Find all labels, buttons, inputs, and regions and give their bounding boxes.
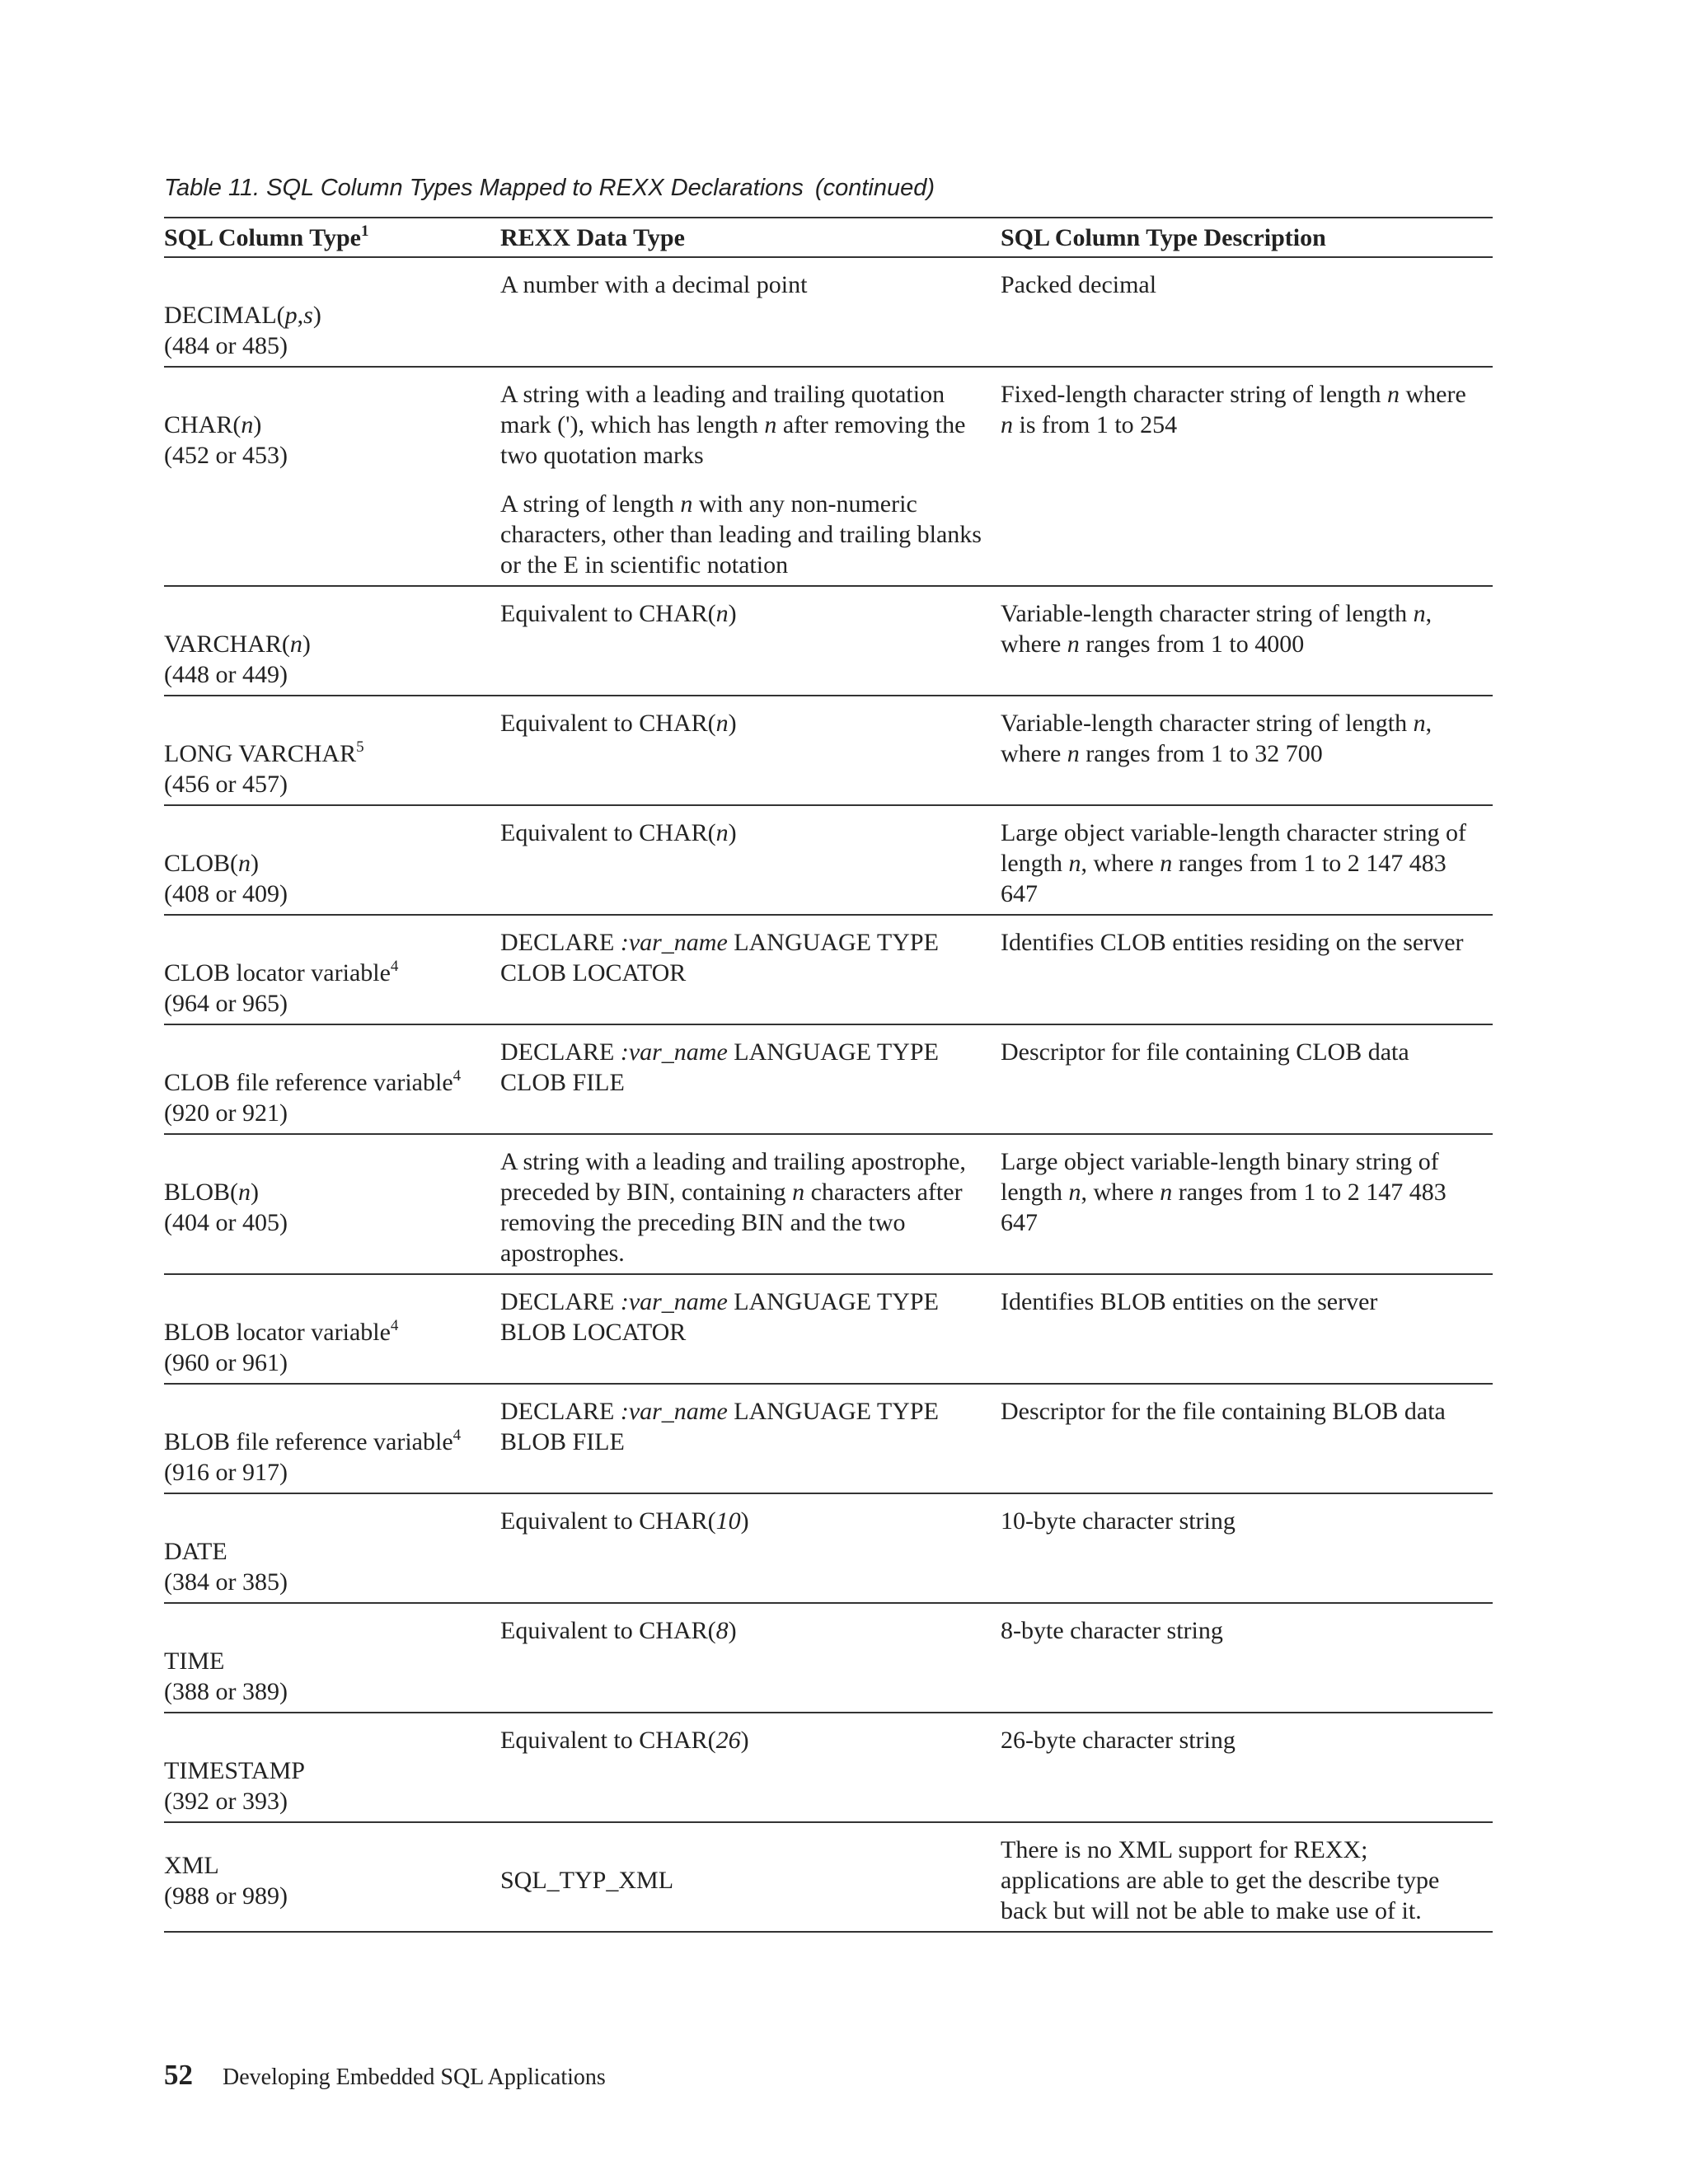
sql-column-description-cell <box>1001 586 1493 696</box>
header-row <box>164 218 1493 257</box>
page-number: 52 <box>164 2059 193 2091</box>
column-description: Variable-length character string of length n, where n ranges from 1 to 4000 <box>1001 600 1432 658</box>
footnote-ref: 5 <box>356 738 364 756</box>
sql-type-name: CHAR(n) <box>164 411 262 438</box>
rexx-data-type-cell <box>500 805 1001 915</box>
sql-column-type-cell <box>164 1274 500 1384</box>
sqltype-codes: (384 or 385) <box>164 1568 288 1596</box>
rexx-description: A string with a leading and trailing apostrophe, preceded by BIN, containing n characters after removing the preceding BIN and the two apostrophes. <box>500 1148 966 1267</box>
table-row <box>164 1024 1493 1134</box>
sql-column-description-cell <box>1001 1384 1493 1493</box>
column-description: Descriptor for file containing CLOB data <box>1001 1038 1409 1066</box>
sql-column-description-cell <box>1001 1603 1493 1713</box>
column-description: Variable-length character string of length n, where n ranges from 1 to 32 700 <box>1001 710 1432 767</box>
table-row <box>164 1603 1493 1713</box>
table-row <box>164 1274 1493 1384</box>
rexx-description: DECLARE :var_name LANGUAGE TYPE CLOB FILE <box>500 1038 939 1096</box>
sqltype-codes: (392 or 393) <box>164 1788 288 1815</box>
sql-type-name: BLOB(n) <box>164 1179 260 1206</box>
sqltype-codes: (456 or 457) <box>164 771 288 798</box>
page-footer <box>164 2059 606 2092</box>
rexx-description: DECLARE :var_name LANGUAGE TYPE BLOB FILE <box>500 1398 939 1455</box>
rexx-data-type-cell <box>500 257 1001 367</box>
header-footnote-ref: 1 <box>360 223 369 240</box>
rexx-description: SQL_TYP_XML <box>500 1867 674 1894</box>
rexx-data-type-cell <box>500 1713 1001 1822</box>
column-description: 10-byte character string <box>1001 1507 1236 1535</box>
sql-type-name: CLOB file reference variable <box>164 1069 453 1096</box>
sql-type-name: VARCHAR(n) <box>164 630 311 658</box>
footnote-ref: 4 <box>452 1067 462 1085</box>
sql-column-description-cell <box>1001 1713 1493 1822</box>
rexx-description: DECLARE :var_name LANGUAGE TYPE CLOB LOCATOR <box>500 929 939 987</box>
sql-column-type-cell <box>164 367 500 586</box>
table-row <box>164 805 1493 915</box>
sql-column-type-cell <box>164 1493 500 1603</box>
sql-type-name: BLOB locator variable <box>164 1319 391 1346</box>
book-title: Developing Embedded SQL Applications <box>223 2064 606 2090</box>
sql-column-description-cell <box>1001 257 1493 367</box>
column-description: Large object variable-length character string of length n, where n ranges from 1 to 2 147 483 647 <box>1001 819 1467 907</box>
column-description: Descriptor for the file containing BLOB data <box>1001 1398 1446 1425</box>
column-description: There is no XML support for REXX; applications are able to get the describe type back but will not be able to make use of it. <box>1001 1836 1440 1924</box>
sql-column-type-cell <box>164 1134 500 1274</box>
sql-rexx-mapping-table <box>164 217 1493 1933</box>
sql-column-description-cell <box>1001 1493 1493 1603</box>
sql-column-description-cell <box>1001 915 1493 1024</box>
rexx-description: Equivalent to CHAR(n) <box>500 710 737 737</box>
rexx-description: A number with a decimal point <box>500 271 808 298</box>
column-description: Identifies CLOB entities residing on the server <box>1001 929 1464 956</box>
table-header <box>164 218 1493 257</box>
rexx-data-type-cell <box>500 1493 1001 1603</box>
sql-type-name: TIMESTAMP <box>164 1757 305 1784</box>
sql-type-name: CLOB locator variable <box>164 959 391 987</box>
sql-type-name: TIME <box>164 1647 225 1675</box>
sqltype-codes: (452 or 453) <box>164 442 288 469</box>
sqltype-codes: (448 or 449) <box>164 661 288 688</box>
sql-column-type-cell <box>164 1713 500 1822</box>
rexx-data-type-cell <box>500 1024 1001 1134</box>
rexx-description: Equivalent to CHAR(10) <box>500 1507 749 1535</box>
header-sql-column-type-description: SQL Column Type Description <box>1001 218 1493 257</box>
sql-column-description-cell <box>1001 1822 1493 1932</box>
header-rexx-data-type: REXX Data Type <box>500 218 1001 257</box>
rexx-data-type-cell <box>500 367 1001 586</box>
table-caption <box>164 175 935 202</box>
rexx-data-type-cell <box>500 1603 1001 1713</box>
sql-column-description-cell <box>1001 367 1493 586</box>
sqltype-codes: (404 or 405) <box>164 1209 288 1236</box>
table-title: Table 11. SQL Column Types Mapped to REXX Declarations <box>164 175 804 201</box>
table-row <box>164 1822 1493 1932</box>
sql-column-type-cell <box>164 805 500 915</box>
rexx-description: A string of length n with any non-numeric characters, other than leading and trailing blanks or the E in scientific notation <box>500 490 982 579</box>
rexx-description: Equivalent to CHAR(26) <box>500 1727 749 1754</box>
column-description: Packed decimal <box>1001 271 1157 298</box>
sql-column-type-cell <box>164 1024 500 1134</box>
rexx-data-type-cell <box>500 586 1001 696</box>
table-continued: (continued) <box>814 175 935 201</box>
rexx-data-type-cell <box>500 1274 1001 1384</box>
footnote-ref: 4 <box>390 958 399 975</box>
column-description: Fixed-length character string of length n where n is from 1 to 254 <box>1001 381 1466 438</box>
sql-column-type-cell <box>164 586 500 696</box>
rexx-description: Equivalent to CHAR(n) <box>500 600 737 627</box>
table-row <box>164 1384 1493 1493</box>
sql-type-name: CLOB(n) <box>164 850 260 877</box>
table-body <box>164 257 1493 1932</box>
sql-column-type-cell <box>164 915 500 1024</box>
sqltype-codes: (920 or 921) <box>164 1099 288 1127</box>
table-row <box>164 586 1493 696</box>
footnote-ref: 4 <box>390 1317 399 1334</box>
table-row <box>164 1493 1493 1603</box>
sql-type-name: DATE <box>164 1538 227 1565</box>
sql-type-name: DECIMAL(p,s) <box>164 302 321 329</box>
sql-column-type-cell <box>164 696 500 805</box>
table-row <box>164 915 1493 1024</box>
sqltype-codes: (916 or 917) <box>164 1459 288 1486</box>
sqltype-codes: (408 or 409) <box>164 880 288 907</box>
sql-column-type-cell <box>164 257 500 367</box>
rexx-description: Equivalent to CHAR(8) <box>500 1617 737 1644</box>
sql-column-description-cell <box>1001 805 1493 915</box>
sql-column-type-cell <box>164 1603 500 1713</box>
sql-type-name: BLOB file reference variable <box>164 1428 453 1455</box>
rexx-data-type-cell <box>500 915 1001 1024</box>
sql-column-description-cell <box>1001 1134 1493 1274</box>
sql-type-name: LONG VARCHAR <box>164 740 357 767</box>
header-col1-text: SQL Column Type <box>164 224 361 251</box>
rexx-description: Equivalent to CHAR(n) <box>500 819 737 846</box>
rexx-description: A string with a leading and trailing quotation mark ('), which has length n after removing the two quotation marks <box>500 381 966 469</box>
sql-column-description-cell <box>1001 696 1493 805</box>
table-row <box>164 696 1493 805</box>
footnote-ref: 4 <box>452 1427 462 1444</box>
sql-column-description-cell <box>1001 1274 1493 1384</box>
sqltype-codes: (988 or 989) <box>164 1882 288 1910</box>
header-sql-column-type <box>164 218 500 257</box>
sqltype-codes: (484 or 485) <box>164 332 288 359</box>
rexx-data-type-cell <box>500 1384 1001 1493</box>
rexx-data-type-cell <box>500 1822 1001 1932</box>
sqltype-codes: (388 or 389) <box>164 1678 288 1705</box>
sqltype-codes: (964 or 965) <box>164 990 288 1017</box>
sql-column-description-cell <box>1001 1024 1493 1134</box>
sqltype-codes: (960 or 961) <box>164 1349 288 1376</box>
rexx-description: DECLARE :var_name LANGUAGE TYPE BLOB LOCATOR <box>500 1288 939 1346</box>
rexx-data-type-cell <box>500 696 1001 805</box>
column-description: 8-byte character string <box>1001 1617 1223 1644</box>
column-description: Large object variable-length binary string of length n, where n ranges from 1 to 2 147 483 647 <box>1001 1148 1447 1236</box>
sql-column-type-cell <box>164 1822 500 1932</box>
sql-column-type-cell <box>164 1384 500 1493</box>
table-row <box>164 367 1493 586</box>
table-row <box>164 1134 1493 1274</box>
rexx-data-type-cell <box>500 1134 1001 1274</box>
table-row <box>164 1713 1493 1822</box>
column-description: 26-byte character string <box>1001 1727 1236 1754</box>
table-row <box>164 257 1493 367</box>
column-description: Identifies BLOB entities on the server <box>1001 1288 1378 1315</box>
sql-type-name: XML <box>164 1851 219 1879</box>
